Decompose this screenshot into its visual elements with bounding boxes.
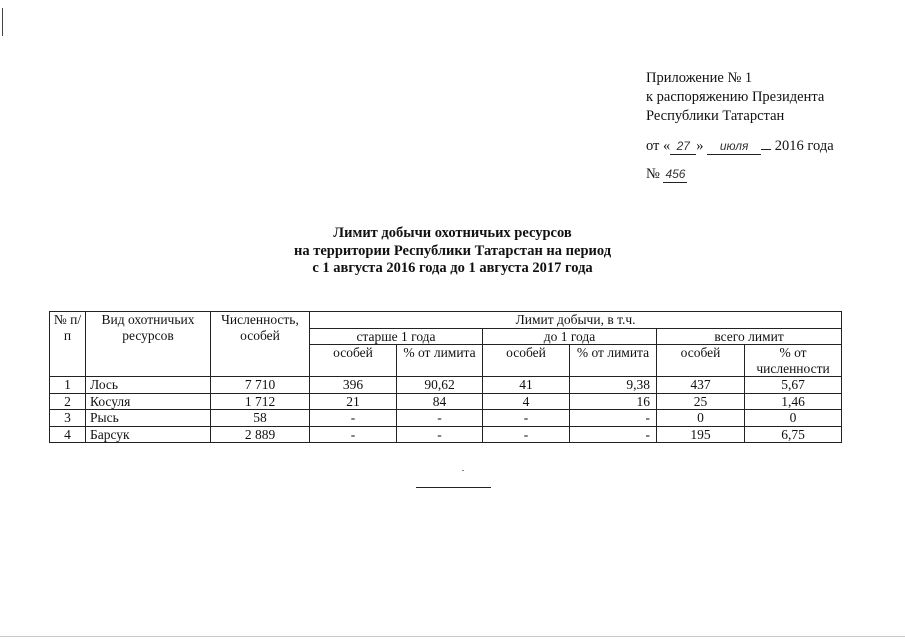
table-row bbox=[50, 377, 842, 394]
date-prefix: от « bbox=[646, 138, 671, 154]
header-row-1 bbox=[50, 312, 842, 329]
cell-total-pct: 1,46 bbox=[745, 393, 842, 410]
date-year: 2016 года bbox=[774, 138, 834, 154]
date-underline-gap bbox=[761, 149, 771, 150]
date-day: 27 bbox=[670, 139, 696, 155]
header-older-count: особей bbox=[310, 345, 397, 377]
cell-num: 1 bbox=[50, 377, 86, 394]
title-line-1: Лимит добычи охотничьих ресурсов bbox=[333, 225, 572, 241]
cell-total-pct: 0 bbox=[745, 410, 842, 427]
cell-older-pct: - bbox=[397, 426, 483, 443]
title-line-3: с 1 августа 2016 года до 1 августа 2017 года bbox=[312, 260, 593, 276]
cell-num: 2 bbox=[50, 393, 86, 410]
signature-line bbox=[416, 487, 491, 488]
number-sign: № bbox=[646, 166, 660, 182]
header-older: старше 1 года bbox=[310, 328, 483, 345]
cell-population: 7 710 bbox=[211, 377, 310, 394]
number-value: 456 bbox=[665, 167, 686, 181]
header-total-count: особей bbox=[657, 345, 745, 377]
cell-older-count: - bbox=[310, 426, 397, 443]
title-line-2: на территории Республики Татарстан на период bbox=[293, 242, 612, 259]
date-quote-close: » bbox=[696, 138, 704, 154]
cell-younger-pct: 9,38 bbox=[570, 377, 657, 394]
header-younger: до 1 года bbox=[483, 328, 657, 345]
cell-older-count: - bbox=[310, 410, 397, 427]
cell-younger-count: 4 bbox=[483, 393, 570, 410]
cell-younger-pct: - bbox=[570, 410, 657, 427]
cell-species: Барсук bbox=[86, 426, 211, 443]
cell-younger-pct: - bbox=[570, 426, 657, 443]
cell-population: 58 bbox=[211, 410, 310, 427]
header-younger-count: особей bbox=[483, 345, 570, 377]
cell-total-count: 0 bbox=[657, 410, 745, 427]
appendix-block bbox=[646, 69, 834, 184]
cell-younger-count: - bbox=[483, 410, 570, 427]
cell-total-pct: 5,67 bbox=[745, 377, 842, 394]
cell-species: Рысь bbox=[86, 410, 211, 427]
cell-species: Лось bbox=[86, 377, 211, 394]
cell-older-count: 21 bbox=[310, 393, 397, 410]
cell-older-pct: 84 bbox=[397, 393, 483, 410]
table-row bbox=[50, 426, 842, 443]
header-limit: Лимит добычи, в т.ч. bbox=[310, 312, 842, 329]
header-species: Вид охотничьих ресурсов bbox=[86, 312, 211, 377]
cell-older-pct: 90,62 bbox=[397, 377, 483, 394]
limits-table bbox=[49, 311, 842, 443]
header-num: № п/п bbox=[50, 312, 86, 377]
appendix-date bbox=[646, 137, 834, 156]
scan-dot bbox=[462, 470, 464, 471]
cell-total-count: 195 bbox=[657, 426, 745, 443]
appendix-line-3: Республики Татарстан bbox=[646, 108, 785, 124]
cell-population: 2 889 bbox=[211, 426, 310, 443]
appendix-number bbox=[646, 165, 834, 184]
header-younger-pct: % от лимита bbox=[570, 345, 657, 377]
cell-species: Косуля bbox=[86, 393, 211, 410]
scan-bottom-edge bbox=[0, 636, 905, 637]
header-total: всего лимит bbox=[657, 328, 842, 345]
cell-total-count: 25 bbox=[657, 393, 745, 410]
cell-num: 4 bbox=[50, 426, 86, 443]
cell-younger-pct: 16 bbox=[570, 393, 657, 410]
header-older-pct: % от лимита bbox=[397, 345, 483, 377]
table-row bbox=[50, 410, 842, 427]
cell-older-pct: - bbox=[397, 410, 483, 427]
scan-margin-mark bbox=[2, 8, 3, 36]
cell-older-count: 396 bbox=[310, 377, 397, 394]
cell-total-count: 437 bbox=[657, 377, 745, 394]
header-population: Численность, особей bbox=[211, 312, 310, 377]
table-row bbox=[50, 393, 842, 410]
header-total-pct: % от численности bbox=[745, 345, 842, 377]
appendix-line-1: Приложение № 1 bbox=[646, 70, 753, 86]
cell-num: 3 bbox=[50, 410, 86, 427]
appendix-line-2: к распоряжению Президента bbox=[646, 89, 825, 105]
cell-younger-count: - bbox=[483, 426, 570, 443]
document-title bbox=[0, 225, 905, 278]
cell-population: 1 712 bbox=[211, 393, 310, 410]
cell-total-pct: 6,75 bbox=[745, 426, 842, 443]
cell-younger-count: 41 bbox=[483, 377, 570, 394]
date-month: июля bbox=[707, 139, 761, 155]
